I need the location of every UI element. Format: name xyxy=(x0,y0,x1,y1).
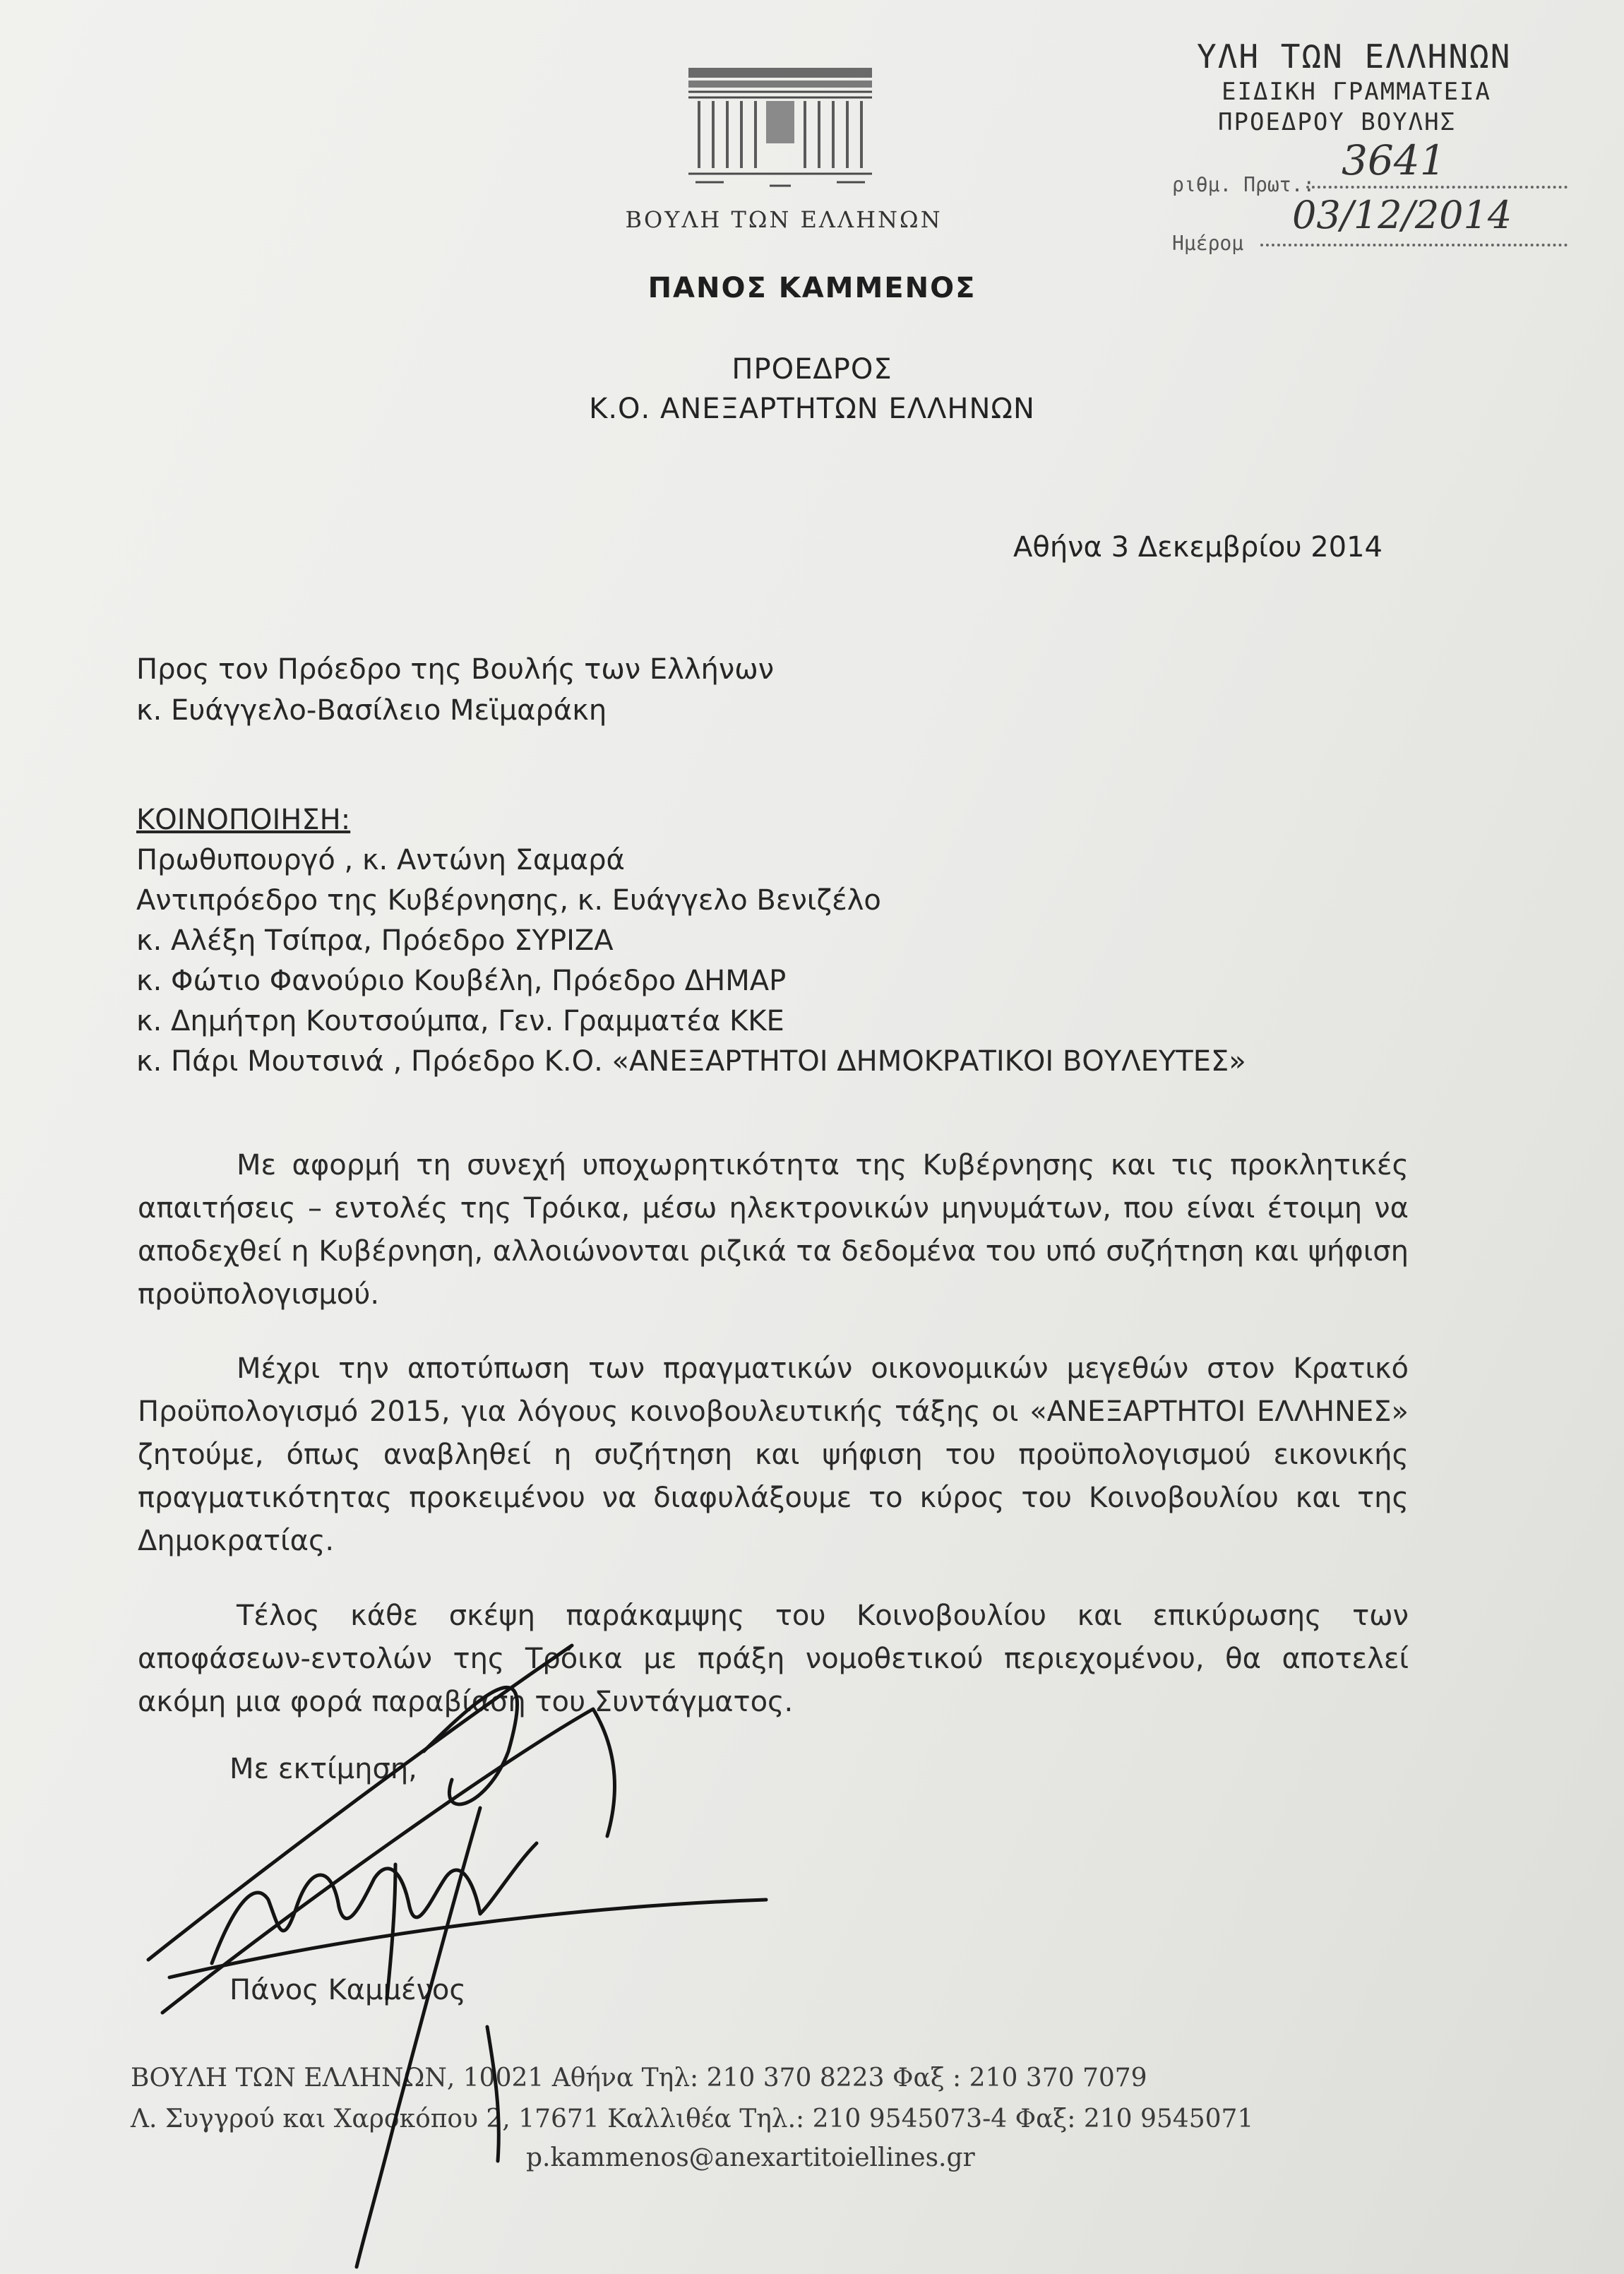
stamp-line-1: ΥΛΗ ΤΩΝ ΕΛΛΗΝΩΝ xyxy=(1197,37,1512,76)
cc-item: κ. Πάρι Μουτσινά , Πρόεδρο Κ.Ο. «ΑΝΕΞΑΡΤΗΤΟΙ ΔΗΜΟΚΡΑΤΙΚΟΙ ΒΟΥΛΕΥΤΕΣ» xyxy=(136,1045,1246,1078)
stamp-date-label: Ημέρομ xyxy=(1172,232,1244,255)
footer-address-line-1: ΒΟΥΛΗ ΤΩΝ ΕΛΛΗΝΩΝ, 10021 Αθήνα Τηλ: 210 370 8223 Φαξ : 210 370 7079 xyxy=(131,2064,1147,2093)
body-paragraph-2: Μέχρι την αποτύπωση των πραγματικών οικονομικών μεγεθών στον Κρατικό Προϋπολογισμό 2015, για λόγους κοινοβουλευτικής τάξης οι «ΑΝΕΞΑΡΤΗΤΟΙ ΕΛΛΗΝΕΣ» ζητούμε, όπως αναβληθεί η συζήτηση και ψήφιση του προϋπολογισμού εικονικής πραγματικότητας προκειμένου να διαφυλάξουμε το κύρος του Κοινοβουλίου και της Δημοκρατίας. xyxy=(138,1352,1409,1557)
author-party: Κ.Ο. ΑΝΕΞΑΡΤΗΤΩΝ ΕΛΛΗΝΩΝ xyxy=(589,393,1035,425)
stamp-date-dots xyxy=(1260,244,1568,246)
body-paragraph-1: Με αφορμή τη συνεχή υποχωρητικότητα της Κυβέρνησης και τις προκλητικές απαιτήσεις – εντολές της Τρόικα, μέσω ηλεκτρονικών μηνυμάτων, που είναι έτοιμη να αποδεχθεί η Κυβέρνηση, αλλοιώνονται ριζικά τα δεδομένα του υπό συζήτηση και ψήφιση προϋπολογισμού. xyxy=(138,1149,1409,1311)
signed-name: Πάνος Καμμένος xyxy=(229,1974,466,2006)
stamp-protocol-number: 3641 xyxy=(1342,136,1446,184)
cc-item: κ. Αλέξη Τσίπρα, Πρόεδρο ΣΥΡΙΖΑ xyxy=(136,924,614,957)
registration-stamp xyxy=(1169,32,1606,255)
body-paragraph-3: Τέλος κάθε σκέψη παράκαμψης του Κοινοβουλίου και επικύρωσης των αποφάσεων-εντολών της Τρόικα με πράξη νομοθετικού περιεχομένου, θα αποτελεί ακόμη μια φορά παραβίαση του Συντάγματος. xyxy=(138,1600,1409,1718)
cc-item: κ. Δημήτρη Κουτσούμπα, Γεν. Γραμματέα ΚΚΕ xyxy=(136,1005,784,1037)
cc-item: Πρωθυπουργό , κ. Αντώνη Σαμαρά xyxy=(136,844,625,876)
stamp-protocol-dots xyxy=(1306,186,1568,189)
author-name: ΠΑΝΟΣ ΚΑΜΜΕΝΟΣ xyxy=(647,272,977,304)
date-line: Αθήνα 3 Δεκεμβρίου 2014 xyxy=(1013,531,1383,564)
footer-email: p.kammenos@anexartitoiellines.gr xyxy=(526,2143,975,2172)
closing-salutation: Με εκτίμηση, xyxy=(229,1753,417,1785)
cc-heading: ΚΟΙΝΟΠΟΙΗΣΗ: xyxy=(136,804,351,836)
footer-address-line-2: Λ. Συγγρού και Χαροκόπου 2, 17671 Καλλιθέα Τηλ.: 210 9545073-4 Φαξ: 210 9545071 xyxy=(131,2105,1254,2133)
stamp-line-3: ΠΡΟΕΔΡΟΥ ΒΟΥΛΗΣ xyxy=(1218,108,1457,136)
recipient-line-2: κ. Ευάγγελο-Βασίλειο Μεϊμαράκη xyxy=(136,694,607,727)
stamp-protocol-label: ριθμ. Πρωτ.: xyxy=(1172,173,1315,196)
parliament-building-icon xyxy=(681,62,879,203)
cc-item: Αντιπρόεδρο της Κυβέρνησης, κ. Ευάγγελο Βενιζέλο xyxy=(136,884,881,917)
logo-caption: ΒΟΥΛΗ ΤΩΝ ΕΛΛΗΝΩΝ xyxy=(625,206,943,233)
recipient-line-1: Προς τον Πρόεδρο της Βουλής των Ελλήνων xyxy=(136,653,775,686)
cc-item: κ. Φώτιο Φανούριο Κουβέλη, Πρόεδρο ΔΗΜΑΡ xyxy=(136,965,787,997)
author-role: ΠΡΟΕΔΡΟΣ xyxy=(732,353,892,386)
stamp-line-2: ΕΙΔΙΚΗ ΓΡΑΜΜΑΤΕΙΑ xyxy=(1222,78,1491,106)
stamp-date-value: 03/12/2014 xyxy=(1292,193,1512,237)
